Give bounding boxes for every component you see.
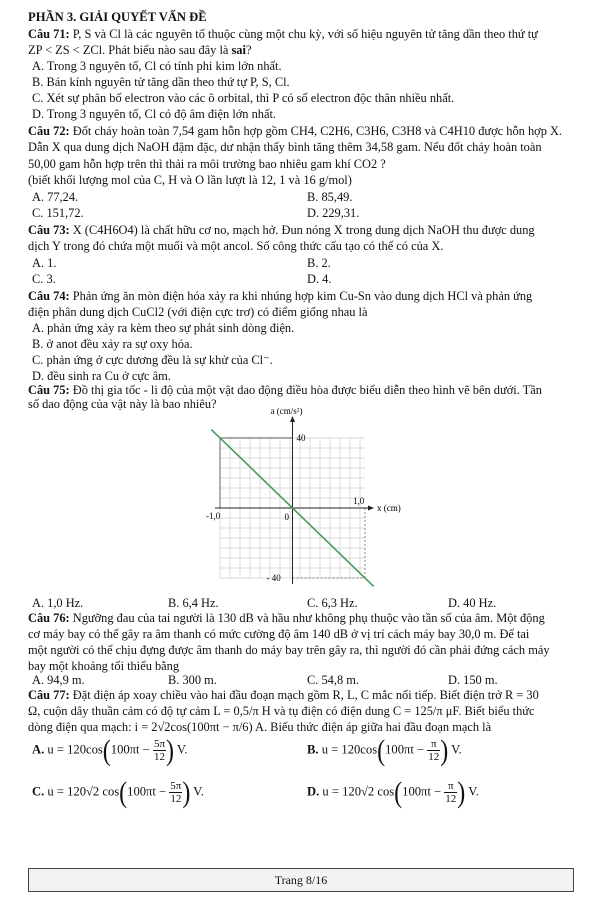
q77-line2: Ω, cuộn dây thuần cảm có độ tự cảm L = 0,5/π H và tụ điện có điện dung C = 125/π μF. Biết biểu thức <box>28 704 535 718</box>
q72-line2: Dẫn X qua dung dịch NaOH đậm đặc, dư nhận thấy bình tăng thêm 34,58 gam. Nếu đốt cháy hoàn toàn <box>28 140 542 154</box>
q72-option-c: C. 151,72. <box>32 206 84 220</box>
q77-option-d-pre: u = 120√2 cos <box>322 784 395 799</box>
q77-option-b-den: 12 <box>428 751 440 763</box>
q73-option-a: A. 1. <box>32 256 57 270</box>
q77-line1 <box>28 688 539 702</box>
page-number: Trang 8/16 <box>274 873 328 887</box>
q71-text-bold: sai <box>231 43 246 57</box>
q76-line1 <box>28 611 545 625</box>
q77-option-d: D. u = 120√2 cos(100πt − $\frac{\pi}{12}$ ) V. <box>307 776 479 809</box>
origin-label: 0 <box>284 512 289 522</box>
q72-option-d: D. 229,31. <box>307 206 360 220</box>
q73-line1 <box>28 223 535 237</box>
q72-option-a: A. 77,24. <box>32 190 79 204</box>
q74-option-d: D. đều sinh ra Cu ở cực âm. <box>32 369 171 383</box>
q72-line1 <box>28 124 562 138</box>
q73-text-1: X (C4H6O4) là chất hữu cơ no, mạch hở. Đun nóng X trong dung dịch NaOH thu được dung <box>72 223 535 237</box>
q77-option-b-unit: V. <box>451 742 462 757</box>
page-footer <box>28 868 574 892</box>
q71-text-2: ZP < ZS < ZCl. Phát biểu nào sau đây là <box>28 43 232 57</box>
q71-option-b: B. Bán kính nguyên tử tăng dần theo thứ tự P, S, Cl. <box>32 75 290 89</box>
q77-option-b-arg: 100πt − <box>385 742 425 757</box>
q77-option-c-pre: u = 120√2 cos <box>47 784 120 799</box>
q74-number: Câu 74: <box>28 289 70 303</box>
q71-option-d: D. Trong 3 nguyên tố, Cl có độ âm điện lớn nhất. <box>32 107 277 121</box>
q74-line2: điện phân dung dịch CuCl2 (với điện cực trơ) có điểm giống nhau là <box>28 305 368 319</box>
q77-option-c-unit: V. <box>193 784 204 799</box>
y-axis-label: a (cm/s²) <box>270 408 303 416</box>
q77-text-1: Đặt điện áp xoay chiều vào hai đầu đoạn mạch gồm R, L, C mắc nối tiếp. Biết điện trở R = 30 <box>72 688 539 702</box>
q77-option-a-num: 5π <box>153 738 165 750</box>
q77-option-d-den: 12 <box>445 793 457 805</box>
q77-option-a-label: A. <box>32 742 45 757</box>
q74-text-1: Phản ứng ăn mòn điện hóa xảy ra khi nhúng hợp kim Cu-Sn vào dung dịch HCl và phản ứng <box>72 289 533 303</box>
q77-option-c-den: 12 <box>170 793 182 805</box>
q75-option-b: B. 6,4 Hz. <box>168 596 219 610</box>
q76-line3: một người có thể chịu đựng được âm thanh do máy bay trên gây ra, thì người đó cần phải đứng cách máy <box>28 643 550 657</box>
q77-option-d-num: π <box>444 780 457 793</box>
q77-option-d-unit: V. <box>468 784 479 799</box>
q73-option-d: D. 4. <box>307 272 332 286</box>
q76-number: Câu 76: <box>28 611 70 625</box>
q76-text-1: Ngưỡng đau của tai người là 130 dB và hầu như không phụ thuộc vào tần số của âm. Một động <box>72 611 545 625</box>
q72-text-1: Đốt cháy hoàn toàn 7,54 gam hỗn hợp gồm CH4, C2H6, C3H6, C3H8 và C4H10 được hỗn hợp X. <box>72 124 563 138</box>
x-axis-label: x (cm) <box>377 503 401 513</box>
q76-option-d: D. 150 m. <box>448 673 498 687</box>
q77-option-a-den: 12 <box>153 751 165 763</box>
q73-number: Câu 73: <box>28 223 70 237</box>
q76-option-b: B. 300 m. <box>168 673 217 687</box>
q75-line1 <box>28 383 542 397</box>
q71-number: Câu 71: <box>28 27 70 41</box>
q77-option-b-pre: u = 120cos <box>321 742 378 757</box>
q71-option-c: C. Xét sự phân bố electron vào các ô orbital, thì P có số electron độc thân nhiều nhất. <box>32 91 455 105</box>
q74-line1 <box>28 289 532 303</box>
q77-option-b: B. u = 120cos(100πt − $\frac{\pi}{12}$ ) V. <box>307 734 462 767</box>
q75-number: Câu 75: <box>28 383 70 397</box>
q77-option-c-arg: 100πt − <box>127 784 167 799</box>
q71-text-end: ? <box>245 43 252 57</box>
q77-option-c-label: C. <box>32 784 45 799</box>
q71-line2 <box>28 43 251 57</box>
acceleration-displacement-chart <box>200 408 425 588</box>
q71-line1 <box>28 27 538 41</box>
q77-number: Câu 77: <box>28 688 70 702</box>
q76-line2: cơ máy bay có thể gây ra âm thanh có mức cường độ âm 140 dB ở vị trí cách máy bay 30,0 m. Để tai <box>28 627 530 641</box>
q77-option-a-unit: V. <box>176 742 188 757</box>
x-tick-negative: -1,0 <box>206 511 221 521</box>
q71-option-a: A. Trong 3 nguyên tố, Cl có tính phi kim lớn nhất. <box>32 59 282 73</box>
x-axis-arrow <box>368 506 374 511</box>
q77-option-d-arg: 100πt − <box>402 784 442 799</box>
q72-line3: 50,00 gam hỗn hợp trên thì thải ra môi trường bao nhiêu gam khí CO2 ? <box>28 157 386 171</box>
q74-option-a: A. phản ứng xảy ra kèm theo sự phát sinh dòng điện. <box>32 321 295 335</box>
q72-number: Câu 72: <box>28 124 70 138</box>
q75-option-c: C. 6,3 Hz. <box>307 596 358 610</box>
q75-line2: số dao động của vật này là bao nhiêu? <box>28 397 217 411</box>
q77-option-a-arg: 100πt − <box>110 742 150 757</box>
q77-option-b-num: π <box>427 738 440 751</box>
q74-option-b: B. ở anot đều xảy ra sự oxy hóa. <box>32 337 193 351</box>
q77-option-b-label: B. <box>307 742 319 757</box>
y-tick-positive: 40 <box>296 433 306 443</box>
q76-option-a: A. 94,9 m. <box>32 673 85 687</box>
q76-option-c: C. 54,8 m. <box>307 673 359 687</box>
q71-text-1: P, S và Cl là các nguyên tố thuộc cùng một chu kỳ, với số hiệu nguyên tử tăng dần theo thứ tự <box>72 27 538 41</box>
q73-line2: dịch Y trong đó chứa một muối và một ancol. Số công thức cấu tạo có thể có của X. <box>28 239 444 253</box>
q75-option-a: A. 1,0 Hz. <box>32 596 84 610</box>
q75-option-d: D. 40 Hz. <box>448 596 497 610</box>
q77-option-c-num: 5π <box>170 780 182 792</box>
q77-option-a: A. u = 120cos(100πt − $\frac{5\pi}{12}$ ) V. <box>32 734 188 767</box>
q73-option-b: B. 2. <box>307 256 331 270</box>
q75-text-1: Đồ thị gia tốc - li độ của một vật dao động điều hòa được biểu diễn theo hình vẽ bên dưới. Tần <box>72 383 542 397</box>
q76-line4: bay một khoảng tối thiểu bằng <box>28 659 180 673</box>
q77-line3: dòng điện qua mạch: i = 2√2cos(100πt − π/6) A. Biểu thức điện áp giữa hai đầu đoạn mạch là <box>28 720 492 734</box>
q77-option-c: C. u = 120√2 cos(100πt − $\frac{5\pi}{12}$ ) V. <box>32 776 204 809</box>
q73-option-c: C. 3. <box>32 272 56 286</box>
section-title: PHẦN 3. GIẢI QUYẾT VẤN ĐỀ <box>28 10 207 24</box>
q74-option-c: C. phản ứng ở cực dương đều là sự khử của Cl⁻. <box>32 353 273 367</box>
q72-option-b: B. 85,49. <box>307 190 353 204</box>
q72-line4: (biết khối lượng mol của C, H và O lần lượt là 12, 1 và 16 g/mol) <box>28 173 352 187</box>
x-tick-positive: 1,0 <box>353 496 365 506</box>
y-tick-negative: - 40 <box>266 573 281 583</box>
q77-option-d-label: D. <box>307 784 320 799</box>
q77-option-a-pre: u = 120cos <box>47 742 103 757</box>
y-axis-arrow <box>290 416 295 422</box>
